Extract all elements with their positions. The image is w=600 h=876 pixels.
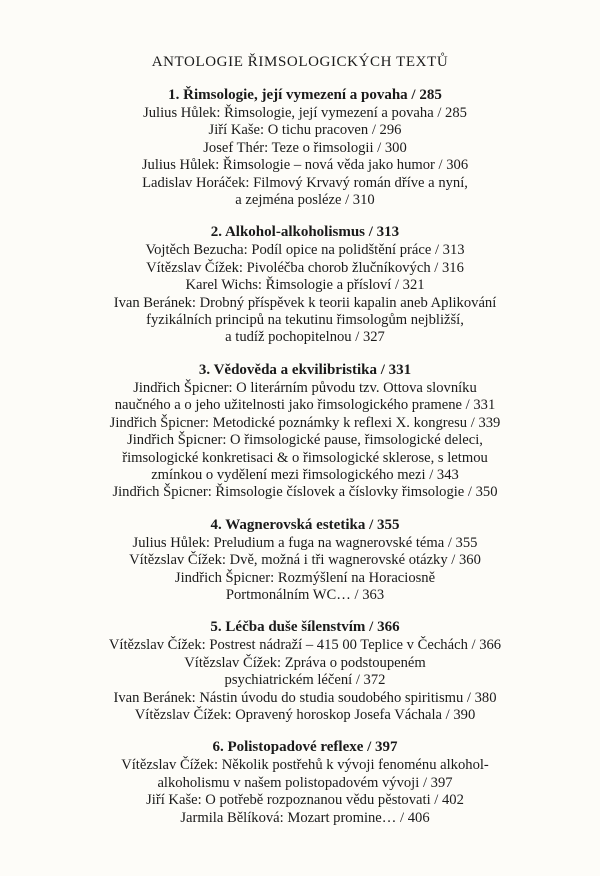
section-heading: 1. Řimsologie, její vymezení a povaha / 285 — [168, 87, 442, 103]
toc-entry: Julius Hůlek: Řimsologie – nová věda jako humor / 306 — [141, 157, 469, 174]
page-title: ANTOLOGIE ŘIMSOLOGICKÝCH TEXTŮ — [151, 54, 449, 70]
toc-entry: Vojtěch Bezucha: Podíl opice na polidštění práce / 313 — [145, 242, 465, 259]
toc-entry: Jarmila Bělíková: Mozart promine… / 406 — [180, 809, 430, 826]
toc-entry: Julius Hůlek: Preludium a fuga na wagnerovské téma / 355 — [132, 534, 478, 551]
toc-entry: Ivan Beránek: Nástin úvodu do studia soudobého spiritismu / 380 — [113, 689, 497, 706]
toc-entry: Ivan Beránek: Drobný příspěvek k teorii kapalin aneb Aplikování — [113, 294, 497, 311]
toc-section — [40, 361, 570, 502]
section-heading: 2. Alkohol-alkoholismus / 313 — [210, 224, 400, 241]
section-heading: 6. Polistopadové reflexe / 397 — [212, 739, 398, 756]
toc-entry: Vítězslav Čížek: Několik postřehů k vývoji fenoménu alkohol- — [121, 757, 489, 774]
toc-section — [40, 223, 570, 346]
toc-entry-continuation: řimsologické konkretisaci & o řimsologické sklerose, s letmou — [122, 449, 488, 466]
toc-entry: Ladislav Horáček: Filmový Krvavý román dříve a nyní, — [142, 174, 468, 191]
toc-entry: Jindřich Špicner: O řimsologické pause, řimsologické deleci, — [127, 432, 483, 449]
toc-entry: Vítězslav Čížek: Postrest nádraží – 415 00 Teplice v Čechách / 366 — [108, 637, 502, 654]
toc-entry: Vítězslav Čížek: Pivoléčba chorob žlučníkových / 316 — [146, 259, 464, 276]
toc-entry: Josef Thér: Teze o řimsologii / 300 — [203, 139, 407, 156]
toc-section — [40, 516, 570, 605]
toc-entry-continuation: a zejména posléze / 310 — [235, 192, 375, 209]
toc-entry: Jindřich Špicner: Metodické poznámky k reflexi X. kongresu / 339 — [109, 414, 501, 431]
section-heading: 5. Léčba duše šílenstvím / 366 — [210, 619, 400, 636]
toc-entry: Jindřich Špicner: O literárním původu tzv. Ottova slovníku — [133, 379, 477, 396]
toc-section — [40, 738, 570, 827]
toc-entry: Jindřich Špicner: Řimsologie číslovek a číslovky řimsologie / 350 — [112, 484, 498, 501]
table-of-contents — [40, 86, 570, 841]
toc-entry-continuation: psychiatrickém léčení / 372 — [224, 672, 386, 689]
toc-entry: Jiří Kaše: O potřebě rozpoznanou vědu pěstovati / 402 — [146, 792, 464, 809]
toc-entry: Jindřich Špicner: Rozmýšlení na Horaciosně — [174, 569, 436, 586]
section-heading: 3. Vědověda a ekvilibristika / 331 — [198, 361, 412, 378]
toc-entry: Vítězslav Čížek: Zpráva o podstoupeném — [184, 654, 426, 671]
toc-entry: Karel Wichs: Řimsologie a přísloví / 321 — [185, 277, 425, 294]
toc-entry-continuation: alkoholismu v našem polistopadovém vývoji / 397 — [157, 774, 453, 791]
toc-section — [40, 618, 570, 724]
toc-entry: Julius Hůlek: Řimsologie, její vymezení a povaha / 285 — [143, 105, 467, 121]
toc-section — [40, 86, 570, 209]
toc-entry-continuation: Portmonálním WC… / 363 — [225, 586, 385, 603]
toc-entry: Vítězslav Čížek: Dvě, možná i tři wagnerovské otázky / 360 — [129, 552, 481, 569]
toc-entry-continuation: a tudíž pochopitelnou / 327 — [225, 329, 385, 346]
toc-entry-continuation: fyzikálních principů na tekutinu řimsologům nejbližší, — [146, 312, 464, 329]
toc-entry-continuation: naučného a o jeho užitelnosti jako řimsologického pramene / 331 — [114, 397, 496, 414]
section-heading: 4. Wagnerovská estetika / 355 — [210, 516, 400, 533]
toc-entry: Jiří Kaše: O tichu pracoven / 296 — [208, 122, 402, 139]
toc-entry: Vítězslav Čížek: Opravený horoskop Josefa Váchala / 390 — [134, 706, 476, 723]
toc-entry-continuation: zmínkou o vydělení mezi řimsologického mezi / 343 — [151, 466, 459, 483]
